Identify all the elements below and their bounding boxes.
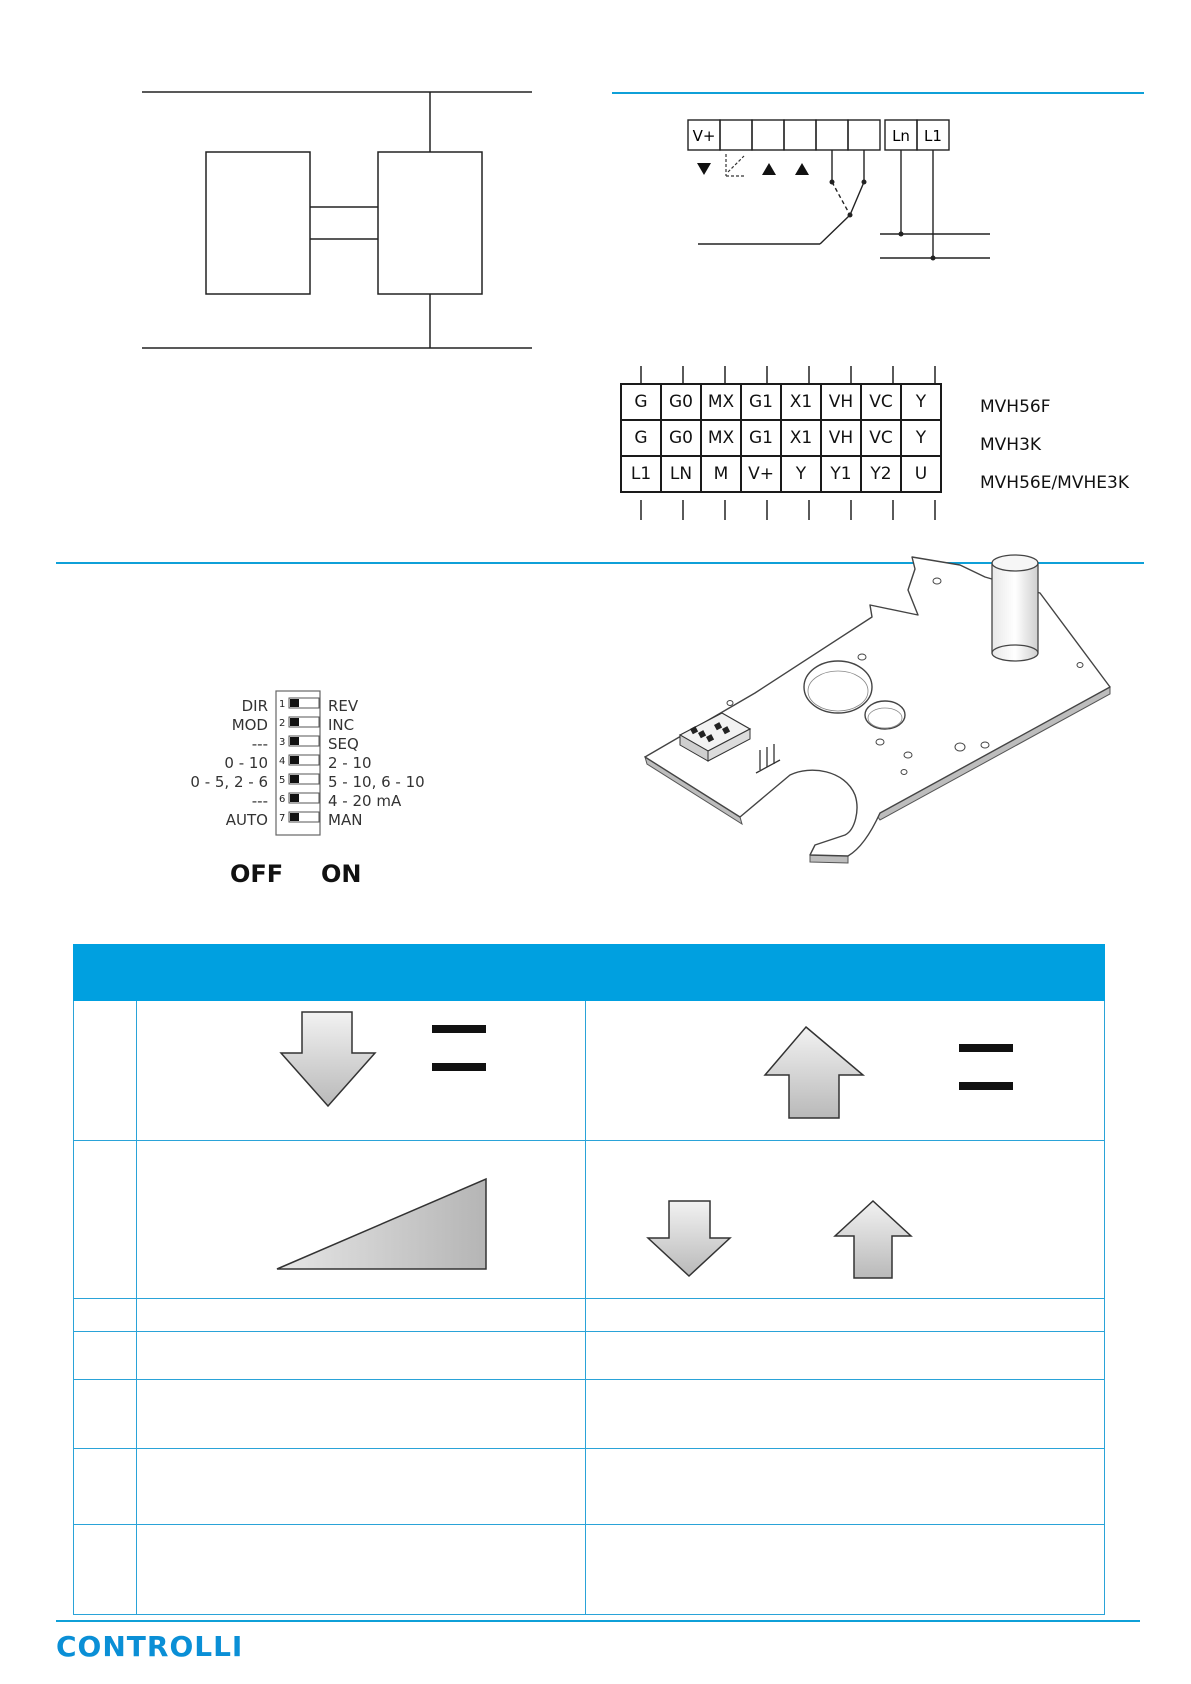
terminal-cell: L1 (621, 456, 661, 492)
dip-number: 3 (279, 737, 286, 748)
dip-off-label: DIR (241, 697, 268, 715)
terminal-cell: G0 (661, 384, 701, 420)
terminal-cell: Y (781, 456, 821, 492)
table-cell (74, 1380, 137, 1449)
table-row (74, 1332, 1105, 1380)
table-row (74, 1299, 1105, 1332)
operation-table (73, 944, 1105, 1615)
model-label: MVH56F (980, 397, 1051, 417)
terminal-cell: G (621, 384, 661, 420)
dip-off-label: --- (251, 792, 268, 810)
terminal-cell: VC (861, 384, 901, 420)
dip-on-label: 4 - 20 mA (328, 792, 402, 810)
dip-on-label: 5 - 10, 6 - 10 (328, 773, 425, 791)
table-cell (137, 1299, 586, 1332)
terminal-cell: Y (901, 384, 941, 420)
dip-switch-block (275, 690, 323, 838)
table-row (74, 1380, 1105, 1449)
table-cell (137, 1449, 586, 1525)
table-header-cell (74, 945, 1105, 1001)
terminal-cell: X1 (781, 420, 821, 456)
terminal-cell: MX (701, 384, 741, 420)
section-rule-top-right (612, 92, 1144, 94)
table-row (74, 1525, 1105, 1615)
arrows-down-up-icon (586, 1141, 1104, 1293)
table-cell (137, 1332, 586, 1380)
table-row (74, 1141, 1105, 1299)
terminal-cell: Y1 (821, 456, 861, 492)
table-cell (74, 1449, 137, 1525)
terminal-cell: X1 (781, 384, 821, 420)
controlli-logo: CONTROLLI (56, 1630, 244, 1663)
ramp-icon (137, 1141, 585, 1293)
dip-off-label: 0 - 10 (224, 754, 268, 772)
terminal-row (621, 456, 941, 492)
terminal-cell: G1 (741, 420, 781, 456)
table-cell (74, 1332, 137, 1380)
dip-on-label: 2 - 10 (328, 754, 372, 772)
model-label: MVH56E/MVHE3K (980, 473, 1129, 493)
terminal-vplus: V+ (692, 127, 716, 145)
dip-on-label: MAN (328, 811, 363, 829)
dip-on-label: INC (328, 716, 355, 734)
terminal-cell: LN (661, 456, 701, 492)
terminal-cell: G0 (661, 420, 701, 456)
terminal-cell: G1 (741, 384, 781, 420)
dip-off-label: AUTO (225, 811, 268, 829)
table-cell (586, 1380, 1105, 1449)
terminal-l1: L1 (924, 127, 942, 145)
terminal-row (621, 420, 941, 456)
table-cell (74, 1525, 137, 1615)
dip-number: 4 (279, 756, 286, 767)
dip-on-label: SEQ (328, 735, 359, 753)
terminal-table (620, 383, 942, 493)
footer-rule (56, 1620, 1140, 1622)
table-cell (74, 1299, 137, 1332)
wiring-diagram (680, 110, 1000, 270)
table-cell (586, 1001, 1105, 1141)
arrow-up-equals-icon (586, 1001, 1104, 1135)
dip-number: 7 (279, 813, 286, 824)
table-cell (586, 1525, 1105, 1615)
block-diagram (130, 80, 540, 360)
terminal-cell: U (901, 456, 941, 492)
terminal-cell: Y2 (861, 456, 901, 492)
table-cell (586, 1332, 1105, 1380)
dip-number: 6 (279, 794, 286, 805)
off-label: OFF (230, 860, 284, 888)
circuit-board-illustration (640, 545, 1120, 865)
table-cell (586, 1141, 1105, 1299)
table-header-row (74, 945, 1105, 1001)
table-cell (74, 1141, 137, 1299)
table-cell (586, 1449, 1105, 1525)
terminal-cell: V+ (741, 456, 781, 492)
terminal-cell: M (701, 456, 741, 492)
terminal-ln: Ln (892, 127, 910, 145)
terminal-cell: VC (861, 420, 901, 456)
table-cell (74, 1001, 137, 1141)
on-label: ON (321, 860, 362, 888)
dip-off-label: 0 - 5, 2 - 6 (190, 773, 268, 791)
dip-number: 1 (279, 699, 286, 710)
terminal-cell: MX (701, 420, 741, 456)
terminal-cell: Y (901, 420, 941, 456)
terminal-cell: VH (821, 384, 861, 420)
table-cell (137, 1525, 586, 1615)
table-row (74, 1449, 1105, 1525)
table-cell (586, 1299, 1105, 1332)
dip-number: 2 (279, 718, 286, 729)
table-cell (137, 1001, 586, 1141)
dip-off-label: MOD (231, 716, 268, 734)
terminal-cell: G (621, 420, 661, 456)
dip-on-label: REV (328, 697, 359, 715)
dip-off-label: --- (251, 735, 268, 753)
terminal-cell: VH (821, 420, 861, 456)
arrow-down-equals-icon (137, 1001, 585, 1135)
table-cell (137, 1141, 586, 1299)
terminal-row (621, 384, 941, 420)
model-label: MVH3K (980, 435, 1042, 455)
table-cell (137, 1380, 586, 1449)
dip-number: 5 (279, 775, 286, 786)
table-row (74, 1001, 1105, 1141)
